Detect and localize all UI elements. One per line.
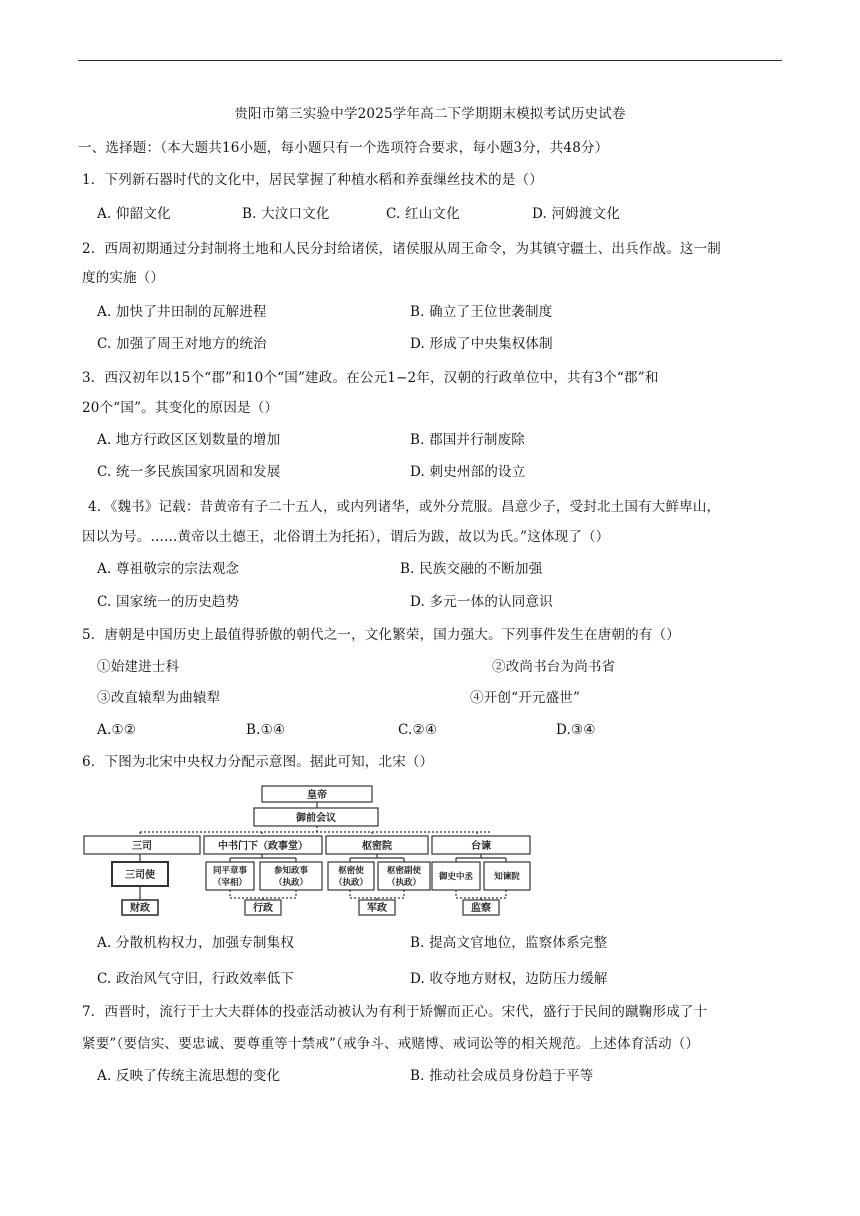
- diagram-emperor-label: 皇帝: [307, 790, 327, 801]
- q2-option-b: B. 确立了王位世袭制度: [410, 304, 553, 320]
- question-4-stem-line2: 因以为号。......黄帝以土德王，北俗谓土为托拓），谓后为跋，故以为氏。”这体现了（）: [82, 529, 610, 545]
- diagram-tongping-line2: （宰相）: [212, 878, 248, 888]
- q2-option-d: D. 形成了中央集权体制: [410, 336, 553, 352]
- q5-item-4: ④开创“开元盛世”: [470, 690, 581, 706]
- q6-option-d: D. 收夺地方财权，边防压力缓解: [410, 971, 608, 987]
- q3-option-a: A. 地方行政区区划数量的增加: [97, 432, 281, 448]
- diagram-zhongshu-label: 中书门下（政事堂）: [218, 841, 308, 852]
- q1-option-d: D. 河姆渡文化: [532, 206, 621, 222]
- q3-option-c: C. 统一多民族国家巩固和发展: [97, 464, 281, 480]
- song-power-diagram: [82, 784, 532, 916]
- q4-option-c: C. 国家统一的历史趋势: [97, 594, 240, 610]
- question-2-stem-line2: 度的实施（）: [82, 270, 165, 286]
- q5-option-d: D.③④: [556, 722, 596, 738]
- diagram-sansishi-label: 三司使: [125, 870, 155, 881]
- question-2-stem-line1: 2．西周初期通过分封制将土地和人民分封给诸侯，诸侯服从周王命令，为其镇守疆土、出兵作战。这一制: [82, 241, 721, 257]
- diagram-council-label: 御前会议: [296, 813, 336, 824]
- diagram-shumi-label: 枢密院: [362, 841, 392, 852]
- q1-option-c: C. 红山文化: [386, 206, 460, 222]
- top-rule: [78, 60, 782, 61]
- diagram-shumifu-line1: 枢密副使: [386, 866, 422, 876]
- q1-option-b: B. 大汶口文化: [242, 206, 330, 222]
- q6-option-a: A. 分散机构权力，加强专制集权: [97, 935, 295, 951]
- q2-option-c: C. 加强了周王对地方的统治: [97, 336, 267, 352]
- diagram-shumishi-line1: 枢密使: [338, 866, 364, 876]
- q5-option-b: B.①④: [246, 722, 286, 738]
- diagram-shumishi-line2: （执政）: [333, 878, 369, 888]
- q6-option-b: B. 提高文官地位，监察体系完整: [410, 935, 608, 951]
- question-1-stem: 1．下列新石器时代的文化中，居民掌握了种植水稻和养蚕缫丝技术的是（）: [82, 172, 543, 188]
- diagram-shumifu-line2: （执政）: [386, 878, 422, 888]
- diagram-tongping-line1: 同平章事: [212, 866, 248, 876]
- q6-option-c: C. 政治风气守旧，行政效率低下: [97, 971, 295, 987]
- q7-option-a: A. 反映了传统主流思想的变化: [97, 1068, 281, 1084]
- q4-option-a: A. 尊祖敬宗的宗法观念: [97, 561, 240, 577]
- exam-title: 贵阳市第三实验中学2025学年高二下学期期末模拟考试历史试卷: [234, 106, 626, 122]
- q1-option-a: A. 仰韶文化: [97, 206, 171, 222]
- q5-item-3: ③改直辕犁为曲辕犁: [97, 690, 221, 706]
- question-5-stem: 5．唐朝是中国历史上最值得骄傲的朝代之一，文化繁荣，国力强大。下列事件发生在唐朝的有（）: [82, 627, 680, 643]
- diagram-caizheng-label: 财政: [130, 903, 150, 914]
- q7-option-b: B. 推动社会成员身份趋于平等: [410, 1068, 594, 1084]
- question-4-stem-line1: 4．《魏书》记载：昔黄帝有子二十五人，或内列诸华，或外分荒服。昌意少子，受封北土国有大鲜卑山，: [88, 499, 721, 515]
- question-7-stem-line2: 紧要”（要信实、要忠诚、要尊重等十禁戒”（戒争斗、戒赌博、戒词讼等的相关规范。上述体育活动（）: [82, 1036, 700, 1052]
- diagram-xingzheng-label: 行政: [253, 903, 273, 914]
- q5-option-a: A.①②: [97, 722, 137, 738]
- q2-option-a: A. 加快了井田制的瓦解进程: [97, 304, 267, 320]
- diagram-yushi-label: 御史中丞: [438, 872, 474, 882]
- diagram-jiancha-label: 监察: [471, 903, 491, 914]
- diagram-taijian-label: 台谏: [471, 841, 491, 852]
- section-heading: 一、选择题：（本大题共16小题，每小题只有一个选项符合要求，每小题3分，共48分）: [78, 140, 609, 156]
- q3-option-d: D. 刺史州部的设立: [410, 464, 526, 480]
- q5-item-2: ②改尚书台为尚书省: [492, 659, 616, 675]
- diagram-zhijian-label: 知谏院: [494, 872, 520, 882]
- q3-option-b: B. 郡国并行制废除: [410, 432, 526, 448]
- question-6-stem: 6．下图为北宋中央权力分配示意图。据此可知，北宋（）: [82, 754, 434, 770]
- q4-option-d: D. 多元一体的认同意识: [410, 594, 553, 610]
- diagram-canzhi-line2: （执政）: [273, 878, 309, 888]
- question-7-stem-line1: 7．西晋时，流行于士大夫群体的投壶活动被认为有利于矫懈而正心。宋代，盛行于民间的蹴鞠形成了十: [82, 1004, 708, 1020]
- question-3-stem-line2: 20个“国”。其变化的原因是（）: [82, 400, 279, 416]
- q5-item-1: ①始建进士科: [97, 659, 180, 675]
- q5-option-c: C.②④: [398, 722, 438, 738]
- diagram-canzhi-line1: 参知政事: [273, 866, 309, 876]
- q4-option-b: B. 民族交融的不断加强: [400, 561, 543, 577]
- diagram-sansi-label: 三司: [132, 841, 152, 852]
- question-3-stem-line1: 3．西汉初年以15个“郡”和10个“国”建政。在公元1−2年，汉朝的行政单位中，共有3个“郡”和: [82, 370, 659, 386]
- diagram-junzheng-label: 军政: [367, 903, 387, 914]
